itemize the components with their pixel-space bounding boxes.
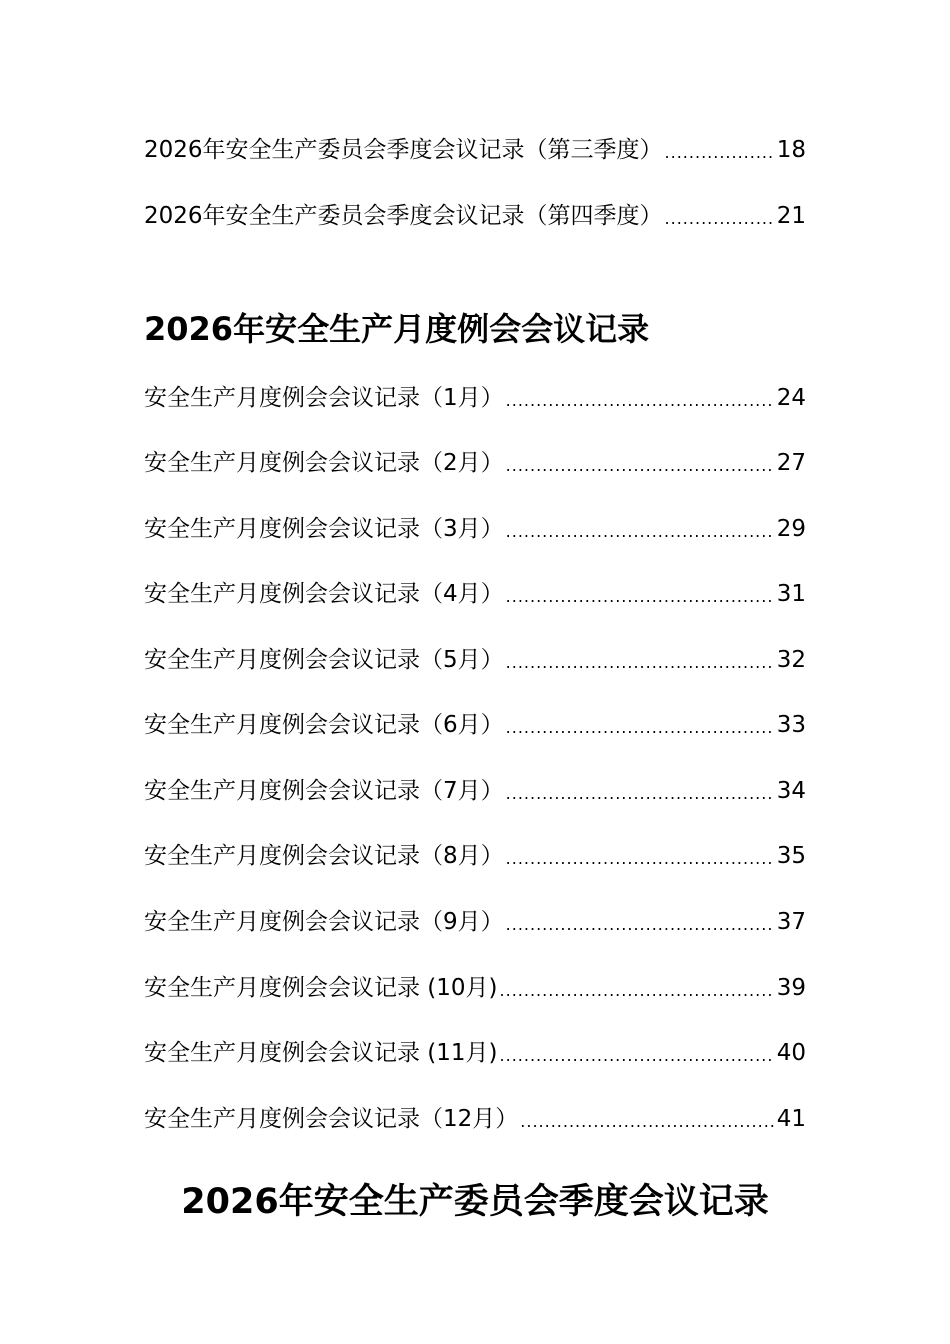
toc-entry-title: 安全生产月度例会会议记录（2月） [144, 450, 504, 476]
toc-entry-title: 安全生产月度例会会议记录（9月） [144, 909, 504, 935]
toc-page-number: 41 [776, 1106, 806, 1132]
toc-page-number: 33 [776, 712, 806, 738]
toc-page-number: 40 [776, 1040, 806, 1066]
toc-entry-title: 安全生产月度例会会议记录（7月） [144, 778, 504, 804]
toc-page-number: 37 [776, 909, 806, 935]
toc-entry-title: 安全生产月度例会会议记录（8月） [144, 843, 504, 869]
toc-dot-leader [520, 1096, 774, 1142]
toc-entry-title: 2026年安全生产委员会季度会议记录（第三季度） [144, 137, 663, 163]
toc-entry-title: 安全生产月度例会会议记录 (11月) [144, 1040, 498, 1066]
toc-entry-q4[interactable] [144, 196, 806, 236]
toc-entry-month-3[interactable] [144, 509, 806, 549]
toc-dot-leader [506, 440, 775, 486]
toc-page-number: 18 [776, 137, 806, 163]
toc-entry-title: 2026年安全生产委员会季度会议记录（第四季度） [144, 203, 663, 229]
toc-entry-month-7[interactable] [144, 771, 806, 811]
toc-entry-month-2[interactable] [144, 443, 806, 483]
toc-entry-title: 安全生产月度例会会议记录（3月） [144, 516, 504, 542]
toc-page-number: 21 [776, 203, 806, 229]
toc-page-number: 32 [776, 647, 806, 673]
section-heading-monthly: 2026年安全生产月度例会会议记录 [144, 310, 650, 348]
toc-entry-month-11[interactable] [144, 1033, 806, 1073]
toc-page-number: 31 [776, 581, 806, 607]
toc-page-number: 27 [776, 450, 806, 476]
toc-dot-leader [506, 571, 775, 617]
toc-entry-title: 安全生产月度例会会议记录（5月） [144, 647, 504, 673]
toc-dot-leader [665, 193, 775, 239]
toc-entry-month-12[interactable] [144, 1099, 806, 1139]
toc-dot-leader [500, 1030, 775, 1076]
toc-dot-leader [506, 768, 775, 814]
toc-dot-leader [665, 127, 775, 173]
toc-page-number: 34 [776, 778, 806, 804]
toc-entry-title: 安全生产月度例会会议记录（12月） [144, 1106, 519, 1132]
toc-page-number: 24 [776, 385, 806, 411]
toc-entry-title: 安全生产月度例会会议记录（6月） [144, 712, 504, 738]
toc-entry-title: 安全生产月度例会会议记录（1月） [144, 385, 504, 411]
toc-entry-month-1[interactable] [144, 378, 806, 418]
toc-dot-leader [506, 702, 775, 748]
toc-dot-leader [506, 637, 775, 683]
toc-entry-month-5[interactable] [144, 640, 806, 680]
toc-dot-leader [506, 899, 775, 945]
toc-page-number: 39 [776, 975, 806, 1001]
toc-entry-q3[interactable] [144, 130, 806, 170]
toc-entry-month-4[interactable] [144, 574, 806, 614]
page-heading-quarterly: 2026年安全生产委员会季度会议记录 [181, 1182, 769, 1222]
toc-page-number: 29 [776, 516, 806, 542]
toc-dot-leader [506, 506, 775, 552]
toc-dot-leader [506, 375, 775, 421]
toc-dot-leader [500, 965, 775, 1011]
toc-entry-title: 安全生产月度例会会议记录（4月） [144, 581, 504, 607]
toc-entry-month-10[interactable] [144, 968, 806, 1008]
toc-entry-title: 安全生产月度例会会议记录 (10月) [144, 975, 498, 1001]
toc-entry-month-9[interactable] [144, 902, 806, 942]
toc-entry-month-8[interactable] [144, 836, 806, 876]
toc-page-number: 35 [776, 843, 806, 869]
toc-entry-month-6[interactable] [144, 705, 806, 745]
toc-dot-leader [506, 833, 775, 879]
